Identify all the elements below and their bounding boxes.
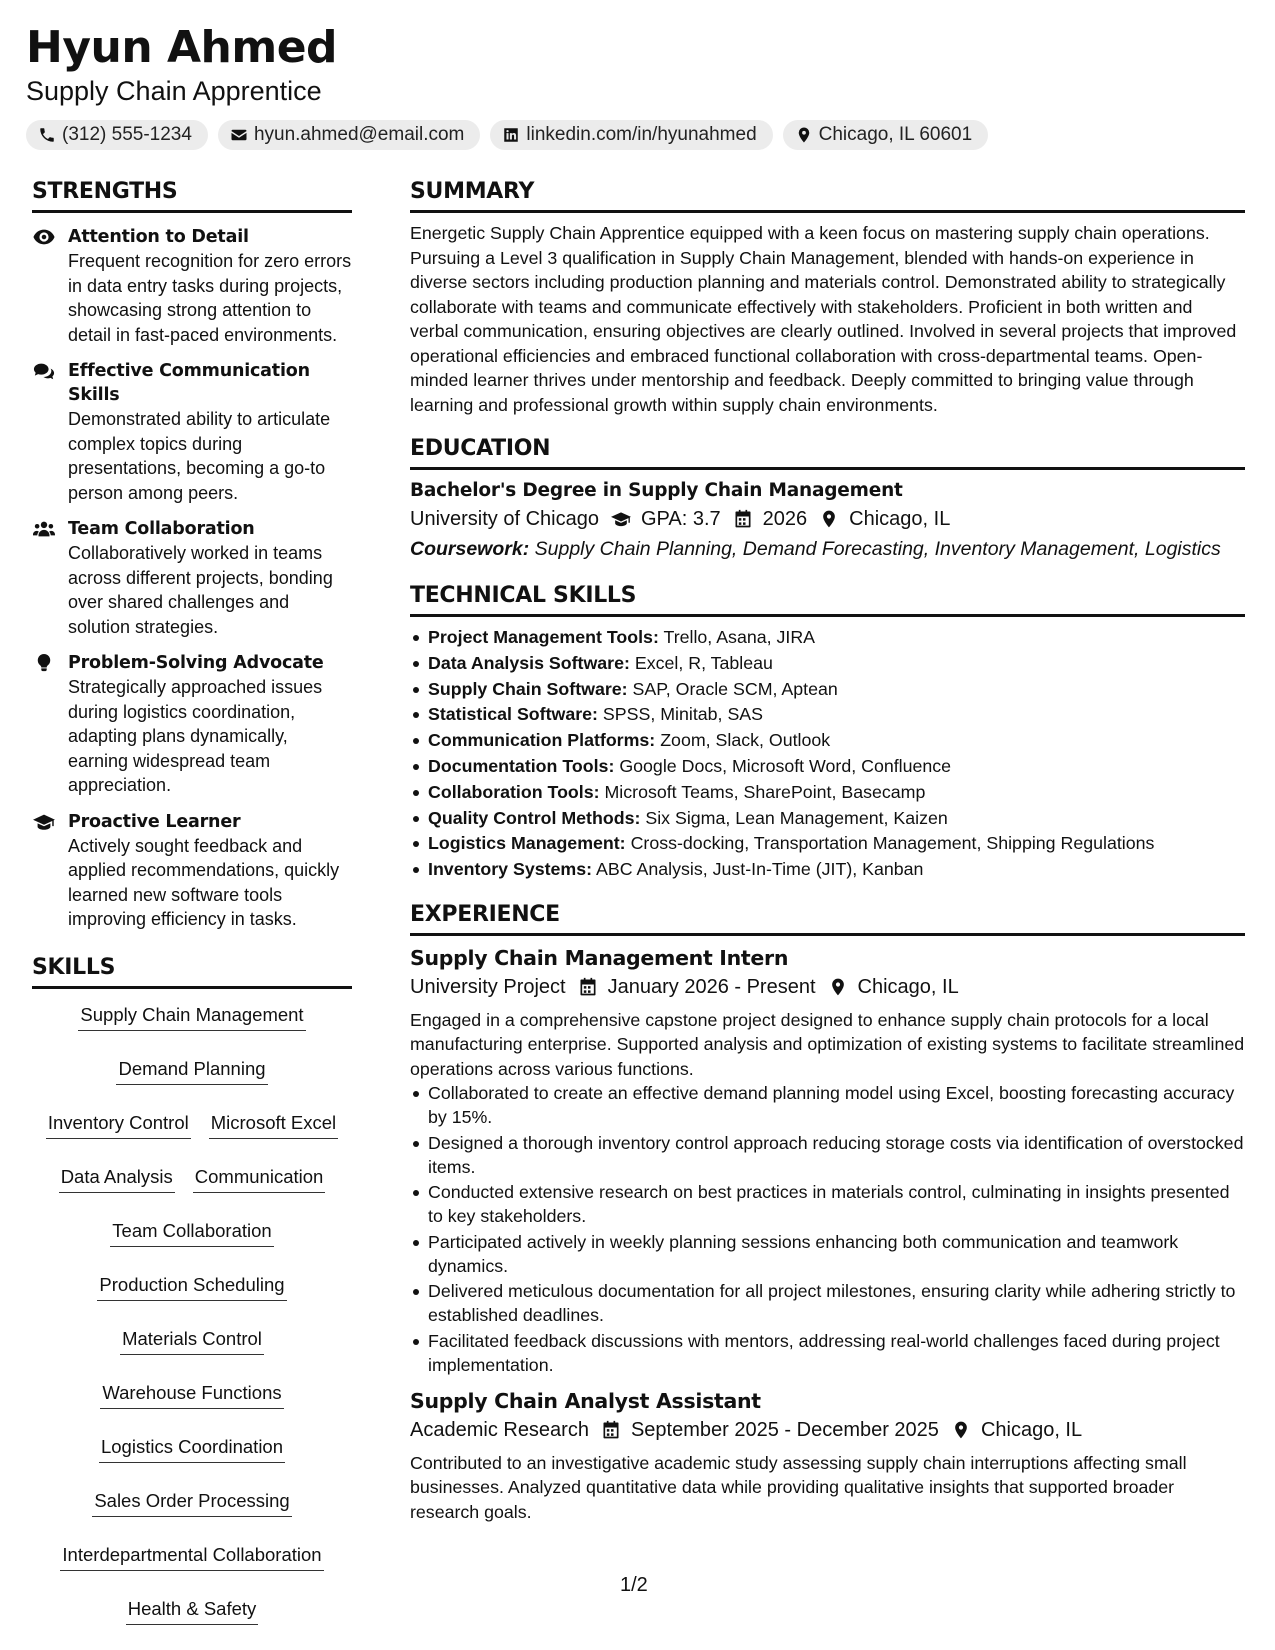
education-year: 2026	[762, 508, 808, 530]
strength-item	[32, 359, 352, 505]
list-item: Collaborated to create an effective demand planning model using Excel, boosting forecasting accuracy by 15%.	[410, 1081, 1245, 1129]
skill-tag: Supply Chain Management	[78, 1003, 305, 1031]
strength-item	[32, 651, 352, 798]
list-item	[410, 831, 1245, 857]
skill-tag: Sales Order Processing	[92, 1489, 291, 1517]
strength-title: Effective Communication Skills	[68, 361, 310, 405]
tech-skill-value: Google Docs, Microsoft Word, Confluence	[619, 755, 952, 776]
strength-title: Team Collaboration	[68, 519, 255, 539]
list-item	[410, 651, 1245, 677]
list-item: Delivered meticulous documentation for all project milestones, ensuring clarity while adhering strictly to established deadlines.	[410, 1279, 1245, 1327]
contact-phone[interactable]	[26, 120, 208, 150]
tech-skill-label: Inventory Systems:	[428, 859, 593, 880]
tech-skill-value: SAP, Oracle SCM, Aptean	[632, 678, 838, 699]
skill-tag: Warehouse Functions	[100, 1381, 283, 1409]
tech-skill-value: SPSS, Minitab, SAS	[602, 704, 764, 725]
list-item: Designed a thorough inventory control approach reducing storage costs via identification of overstocked items.	[410, 1131, 1245, 1179]
location-icon	[819, 509, 839, 529]
coursework-label: Coursework:	[410, 538, 530, 560]
strength-desc: Actively sought feedback and applied recommendations, quickly learned new software tools improving efficiency in tasks.	[68, 835, 340, 929]
contact-linkedin-text: linkedin.com/in/hyunahmed	[526, 124, 757, 145]
contact-location-text: Chicago, IL 60601	[818, 124, 973, 145]
job-dates: January 2026 - Present	[607, 975, 816, 998]
summary-text: Energetic Supply Chain Apprentice equipped with a keen focus on mastering supply chain operations. Pursuing a Level 3 qualification in Supply Chain Management, blended with hands-on experience in diverse sectors including production planning and materials control. Demonstrated ability to strategically collaborate with teams and communicate effectively with stakeholders. Proficient in both written and verbal communication, ensuring objectives are clearly outlined. Involved in several projects that improved operational efficiencies and embraced functional collaboration with cross-departmental teams. Open-minded learner thrives under mentorship and feedback. Deeply committed to bringing value through learning and professional growth within supply chain environments.	[410, 223, 1237, 415]
linkedin-icon	[502, 126, 520, 144]
graduation-cap-icon	[33, 813, 55, 831]
email-icon	[230, 126, 248, 144]
list-item: Facilitated feedback discussions with mentors, addressing real-world challenges faced during project implementation.	[410, 1329, 1245, 1377]
job-description: Engaged in a comprehensive capstone project designed to enhance supply chain protocols for a local manufacturing enterprise. Supported analysis and optimization of existing systems to facilitate streamlined operations across various functions.	[410, 1009, 1245, 1079]
contact-linkedin[interactable]	[490, 120, 772, 150]
job-org: Academic Research	[410, 1418, 589, 1441]
tech-skill-value: Zoom, Slack, Outlook	[660, 730, 831, 751]
skill-tag: Interdepartmental Collaboration	[60, 1543, 323, 1571]
list-item	[410, 806, 1245, 832]
strength-title: Problem-Solving Advocate	[68, 653, 324, 673]
lightbulb-icon	[33, 654, 55, 672]
tech-skill-label: Statistical Software:	[428, 704, 598, 725]
technical-skills-list	[410, 625, 1245, 883]
location-icon	[795, 126, 813, 144]
skill-tag: Demand Planning	[116, 1057, 267, 1085]
education-degree: Bachelor's Degree in Supply Chain Management	[410, 480, 903, 501]
education-gpa: GPA: 3.7	[640, 508, 721, 530]
users-icon	[33, 520, 55, 538]
skill-tag: Team Collaboration	[110, 1219, 273, 1247]
tech-skill-label: Logistics Management:	[428, 833, 626, 854]
skill-tag: Production Scheduling	[97, 1273, 286, 1301]
candidate-role: Supply Chain Apprentice	[26, 76, 322, 106]
left-column	[32, 178, 352, 1625]
comments-icon	[33, 362, 55, 380]
strength-item	[32, 517, 352, 639]
skill-tag: Data Analysis	[59, 1165, 175, 1193]
tech-skill-label: Project Management Tools:	[428, 627, 659, 647]
tech-skill-label: Documentation Tools:	[428, 755, 615, 776]
list-item	[410, 857, 1245, 883]
candidate-name: Hyun Ahmed	[26, 22, 338, 73]
calendar-icon	[733, 509, 753, 529]
list-item	[410, 754, 1245, 780]
tech-skill-value: ABC Analysis, Just-In-Time (JIT), Kanban	[596, 859, 924, 880]
job-location: Chicago, IL	[980, 1418, 1083, 1441]
tech-skill-value: Microsoft Teams, SharePoint, Basecamp	[604, 781, 926, 802]
list-item	[410, 780, 1245, 806]
education-coursework	[410, 534, 1245, 564]
job-org: University Project	[410, 975, 566, 998]
job-meta	[410, 972, 1245, 1002]
tech-skill-value: Cross-docking, Transportation Management, Shipping Regulations	[630, 833, 1155, 854]
strengths-heading: STRENGTHS	[32, 178, 352, 213]
tech-skill-label: Quality Control Methods:	[428, 807, 641, 828]
skill-tag: Communication	[193, 1165, 326, 1193]
skill-tag: Materials Control	[120, 1327, 264, 1355]
contact-email[interactable]	[218, 120, 480, 150]
job-bullets	[410, 1081, 1245, 1377]
location-icon	[828, 977, 848, 997]
strength-desc: Frequent recognition for zero errors in data entry tasks during projects, showcasing strong attention to detail in fast-paced environments.	[68, 251, 352, 345]
strength-title: Attention to Detail	[68, 227, 249, 247]
strength-item	[32, 225, 352, 347]
list-item	[410, 677, 1245, 703]
tech-skill-label: Communication Platforms:	[428, 730, 656, 751]
coursework-text: Supply Chain Planning, Demand Forecasting, Inventory Management, Logistics	[534, 538, 1221, 560]
list-item: Conducted extensive research on best practices in materials control, culminating in insights presented to key stakeholders.	[410, 1180, 1245, 1228]
contact-email-text: hyun.ahmed@email.com	[253, 124, 465, 145]
right-column	[410, 178, 1245, 1524]
summary-heading: SUMMARY	[410, 178, 1245, 213]
tech-skill-value: Six Sigma, Lean Management, Kaizen	[645, 807, 948, 828]
calendar-icon	[578, 977, 598, 997]
contact-phone-text: (312) 555-1234	[62, 124, 192, 145]
skills-heading: SKILLS	[32, 954, 352, 989]
education-heading: EDUCATION	[410, 435, 1245, 470]
strength-desc: Strategically approached issues during logistics coordination, adapting plans dynamically, earning widespread team appreciation.	[68, 677, 323, 795]
resume-header	[26, 22, 1246, 150]
job-title: Supply Chain Management Intern	[410, 945, 789, 970]
tech-skill-label: Supply Chain Software:	[428, 678, 628, 699]
eye-icon	[33, 228, 55, 246]
tech-skill-label: Collaboration Tools:	[428, 781, 600, 802]
job-description: Contributed to an investigative academic study assessing supply chain interruptions affecting small businesses. Analyzed quantitative data while providing qualitative insights that supported broader research goals.	[410, 1452, 1187, 1522]
list-item	[410, 728, 1245, 754]
education-meta	[410, 504, 1245, 534]
skills-list	[32, 1003, 352, 1625]
job-title: Supply Chain Analyst Assistant	[410, 1388, 761, 1413]
page-number: 1/2	[620, 1574, 648, 1596]
contact-location	[783, 120, 989, 150]
strength-desc: Demonstrated ability to articulate complex topics during presentations, becoming a go-to person among peers.	[68, 409, 331, 503]
tech-skill-value: Excel, R, Tableau	[634, 652, 773, 673]
job-meta	[410, 1415, 1245, 1445]
strength-item	[32, 810, 352, 932]
strength-desc: Collaboratively worked in teams across different projects, bonding over shared challenges and solution strategies.	[68, 543, 333, 637]
strength-title: Proactive Learner	[68, 811, 241, 832]
calendar-icon	[601, 1420, 621, 1440]
skill-tag: Logistics Coordination	[99, 1435, 285, 1463]
phone-icon	[38, 126, 56, 144]
education-school: University of Chicago	[410, 508, 599, 530]
skill-tag: Inventory Control	[46, 1111, 191, 1139]
education-location: Chicago, IL	[849, 508, 951, 530]
list-item	[410, 625, 1245, 651]
graduation-cap-icon	[611, 509, 631, 529]
skill-tag: Microsoft Excel	[209, 1111, 338, 1139]
experience-heading: EXPERIENCE	[410, 901, 1245, 936]
tech-skill-value: Trello, Asana, JIRA	[663, 627, 816, 647]
tech-skill-label: Data Analysis Software:	[428, 652, 630, 673]
list-item	[410, 702, 1245, 728]
contact-bar	[26, 120, 1246, 150]
location-icon	[951, 1420, 971, 1440]
technical-skills-heading: TECHNICAL SKILLS	[410, 582, 1245, 617]
list-item: Participated actively in weekly planning sessions enhancing both communication and teamwork dynamics.	[410, 1230, 1245, 1278]
skill-tag: Health & Safety	[126, 1597, 259, 1625]
job-dates: September 2025 - December 2025	[630, 1418, 939, 1441]
job-location: Chicago, IL	[857, 975, 959, 998]
